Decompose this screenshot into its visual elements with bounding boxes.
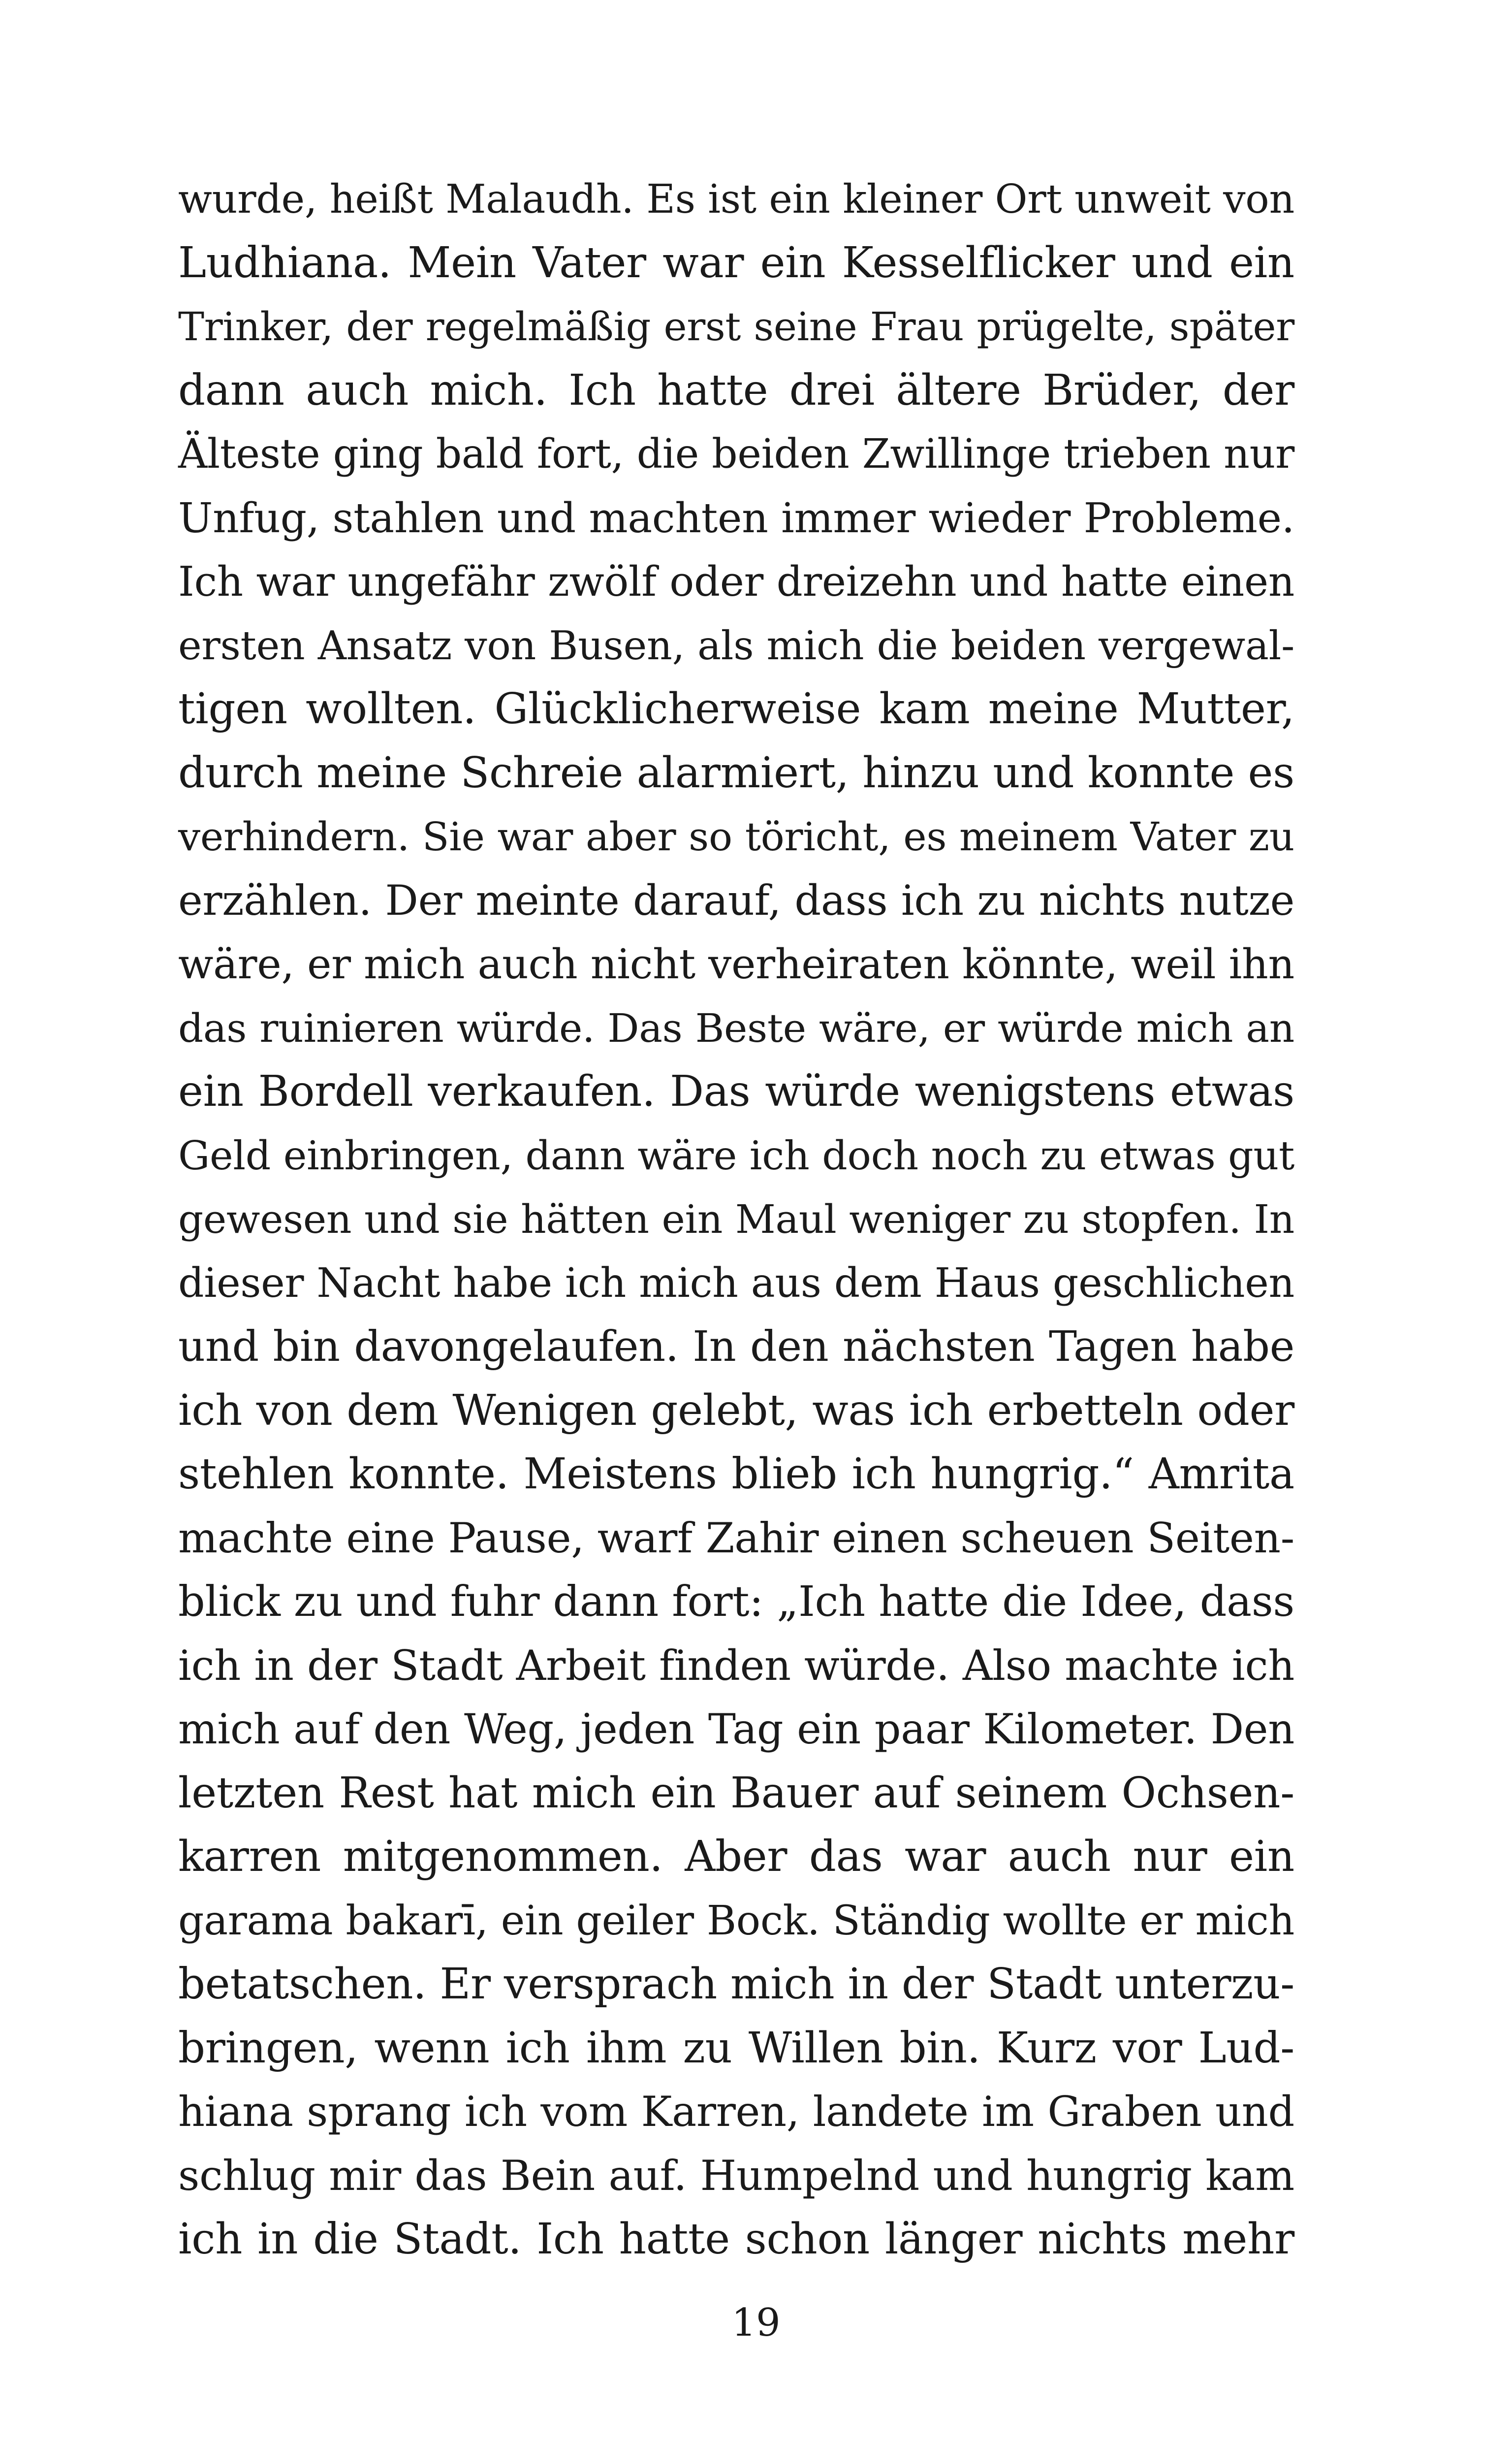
text-line: betatschen. Er versprach mich in der Stadt unterzu-	[178, 1960, 1294, 2009]
text-line: hiana sprang ich vom Karren, landete im Graben und	[178, 2088, 1294, 2136]
text-line: dieser Nacht habe ich mich aus dem Haus geschlichen	[178, 1259, 1294, 1307]
text-line: tigen wollten. Glücklicherweise kam meine Mutter,	[178, 684, 1294, 734]
text-line: karren mitgenommen. Aber das war auch nur ein	[178, 1832, 1294, 1881]
text-line: mich auf den Weg, jeden Tag ein paar Kilometer. Den	[178, 1705, 1294, 1753]
text-line: durch meine Schreie alarmiert, hinzu und konnte es	[178, 748, 1294, 798]
text-line: machte eine Pause, warf Zahir einen scheuen Seiten-	[178, 1513, 1294, 1562]
text-line: erzählen. Der meinte darauf, dass ich zu nichts nutze	[178, 876, 1294, 925]
text-line: das ruinieren würde. Das Beste wäre, er würde mich an	[178, 1005, 1294, 1051]
text-line: bringen, wenn ich ihm zu Willen bin. Kurz vor Lud-	[178, 2023, 1294, 2073]
text-line: wäre, er mich auch nicht verheiraten könnte, weil ihn	[178, 940, 1294, 988]
text-line: und bin davongelaufen. In den nächsten Tagen habe	[178, 1322, 1294, 1371]
text-line: Ludhiana. Mein Vater war ein Kesselflicker und ein	[178, 238, 1294, 288]
text-line: Älteste ging bald fort, die beiden Zwillinge trieben nur	[178, 431, 1294, 478]
text-line: blick zu und fuhr dann fort: „Ich hatte die Idee, dass	[178, 1577, 1294, 1626]
text-line: wurde, heißt Malaudh. Es ist ein kleiner Ort unweit von	[178, 176, 1294, 222]
text-line: ein Bordell verkaufen. Das würde wenigstens etwas	[178, 1067, 1294, 1116]
text-line: stehlen konnte. Meistens blieb ich hungrig.“ Amrita	[178, 1449, 1294, 1499]
page-number: 19	[731, 2301, 781, 2345]
text-line: Trinker, der regelmäßig erst seine Frau prügelte, später	[178, 304, 1294, 350]
text-line: dann auch mich. Ich hatte drei ältere Brüder, der	[178, 365, 1294, 415]
text-line: ersten Ansatz von Busen, als mich die beiden vergewal-	[178, 622, 1294, 669]
text-line: ich von dem Wenigen gelebt, was ich erbetteln oder	[178, 1385, 1294, 1435]
text-line: Ich war ungefähr zwölf oder dreizehn und hatte einen	[178, 558, 1294, 606]
text-line: ich in die Stadt. Ich hatte schon länger nichts mehr	[178, 2215, 1294, 2264]
text-line: verhindern. Sie war aber so töricht, es meinem Vater zu	[178, 814, 1294, 860]
text-line: ich in der Stadt Arbeit finden würde. Also machte ich	[178, 1641, 1294, 1690]
text-line: Geld einbringen, dann wäre ich doch noch zu etwas gut	[178, 1132, 1294, 1179]
text-line: gewesen und sie hätten ein Maul weniger zu stopfen. In	[178, 1196, 1294, 1242]
body-text	[178, 167, 1294, 2272]
text-line: garama bakarī, ein geiler Bock. Ständig wollte er mich	[178, 1897, 1294, 1944]
text-line: letzten Rest hat mich ein Bauer auf seinem Ochsen-	[178, 1768, 1294, 1818]
text-line: schlug mir das Bein auf. Humpelnd und hungrig kam	[178, 2151, 1294, 2200]
text-line: Unfug, stahlen und machten immer wieder Probleme.	[178, 493, 1294, 542]
